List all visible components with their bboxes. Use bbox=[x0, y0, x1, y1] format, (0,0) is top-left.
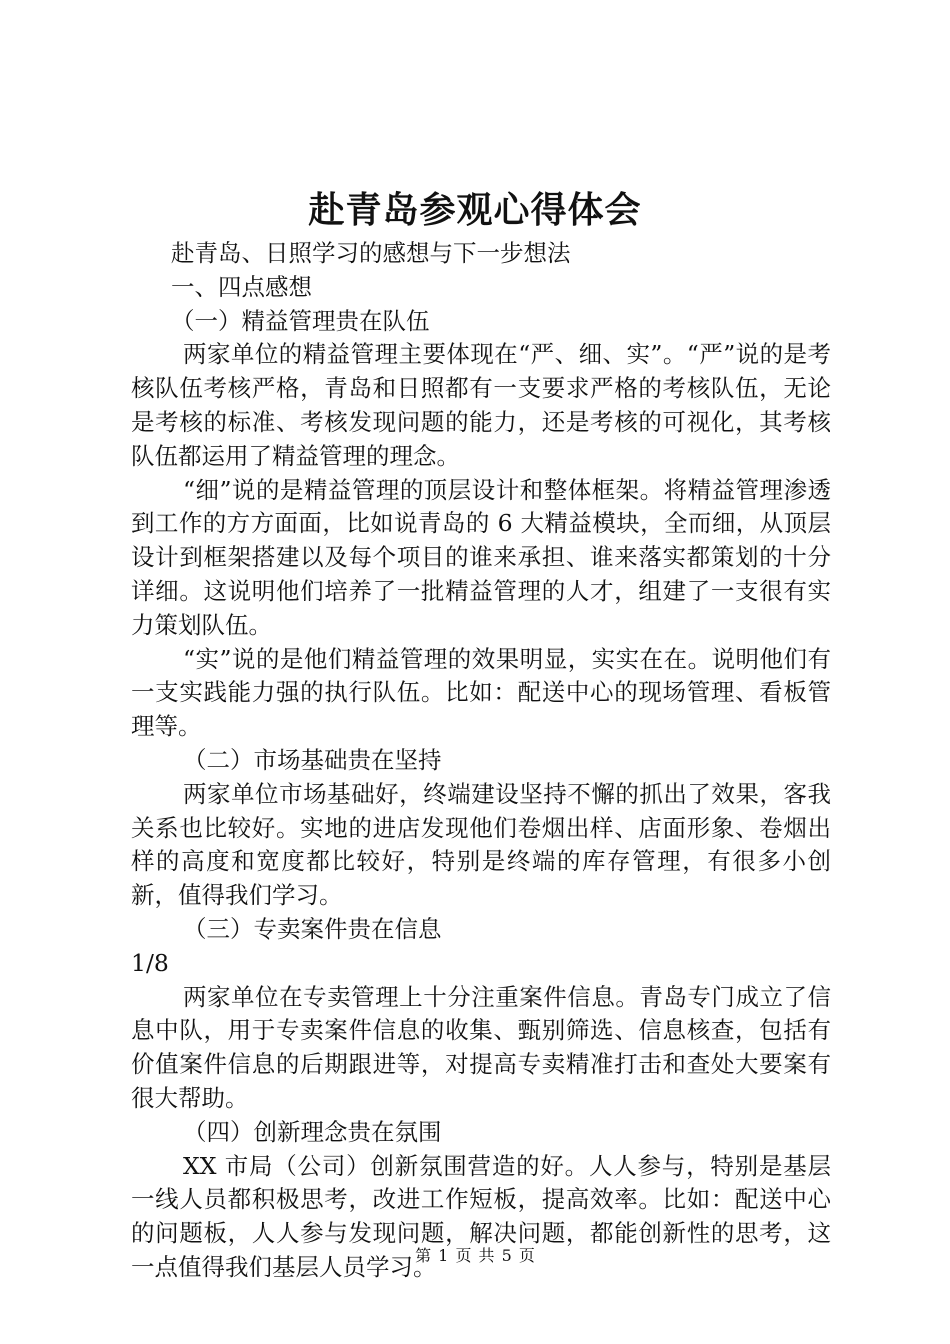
subsection-heading-2: （二）市场基础贵在坚持 bbox=[183, 745, 442, 774]
page-marker: 1/8 bbox=[131, 948, 169, 977]
subsection-heading-4: （四）创新理念贵在氛围 bbox=[183, 1117, 442, 1146]
subtitle-paragraph: 赴青岛、日照学习的感想与下一步想法 bbox=[171, 239, 571, 267]
document-title: 赴青岛参观心得体会 bbox=[308, 189, 642, 231]
body-paragraph: XX 市局（公司）创新氛围营造的好。人人参与，特别是基层一线人员都积极思考，改进工作短板，提高效率。比如：配送中心的问题板，人人参与发现问题，解决问题，都能创新性的思考，这一点值得我们基层人员学习。 bbox=[131, 1151, 831, 1281]
document-body bbox=[131, 237, 831, 1285]
page-footer: 第 1 页 共 5 页 bbox=[415, 1246, 535, 1265]
body-paragraph: “实”说的是他们精益管理的效果明显，实实在在。说明他们有一支实践能力强的执行队伍。比如：配送中心的现场管理、看板管理等。 bbox=[131, 644, 831, 741]
body-paragraph: 两家单位的精益管理主要体现在“严、细、实”。“严”说的是考核队伍考核严格，青岛和日照都有一支要求严格的考核队伍，无论是考核的标准、考核发现问题的能力，还是考核的可视化，其考核队伍都运用了精益管理的理念。 bbox=[131, 340, 831, 470]
body-paragraph: “细”说的是精益管理的顶层设计和整体框架。将精益管理渗透到工作的方方面面，比如说青岛的 6 大精益模块，全而细，从顶层设计到框架搭建以及每个项目的谁来承担、谁来落实都策划的十分详细。这说明他们培养了一批精益管理的人才，组建了一支很有实力策划队伍。 bbox=[131, 475, 831, 639]
body-paragraph: 两家单位在专卖管理上十分注重案件信息。青岛专门成立了信息中队，用于专卖案件信息的收集、甄别筛选、信息核查，包括有价值案件信息的后期跟进等，对提高专卖精准打击和查处大要案有很大帮助。 bbox=[131, 982, 831, 1112]
subsection-heading-1: （一）精益管理贵在队伍 bbox=[171, 306, 430, 335]
section-heading-1: 一、四点感想 bbox=[171, 272, 312, 301]
subsection-heading-3: （三）专卖案件贵在信息 bbox=[183, 914, 442, 943]
body-paragraph: 两家单位市场基础好，终端建设坚持不懈的抓出了效果，客我关系也比较好。实地的进店发现他们卷烟出样、店面形象、卷烟出样的高度和宽度都比较好，特别是终端的库存管理，有很多小创新，值得我们学习。 bbox=[131, 779, 831, 910]
